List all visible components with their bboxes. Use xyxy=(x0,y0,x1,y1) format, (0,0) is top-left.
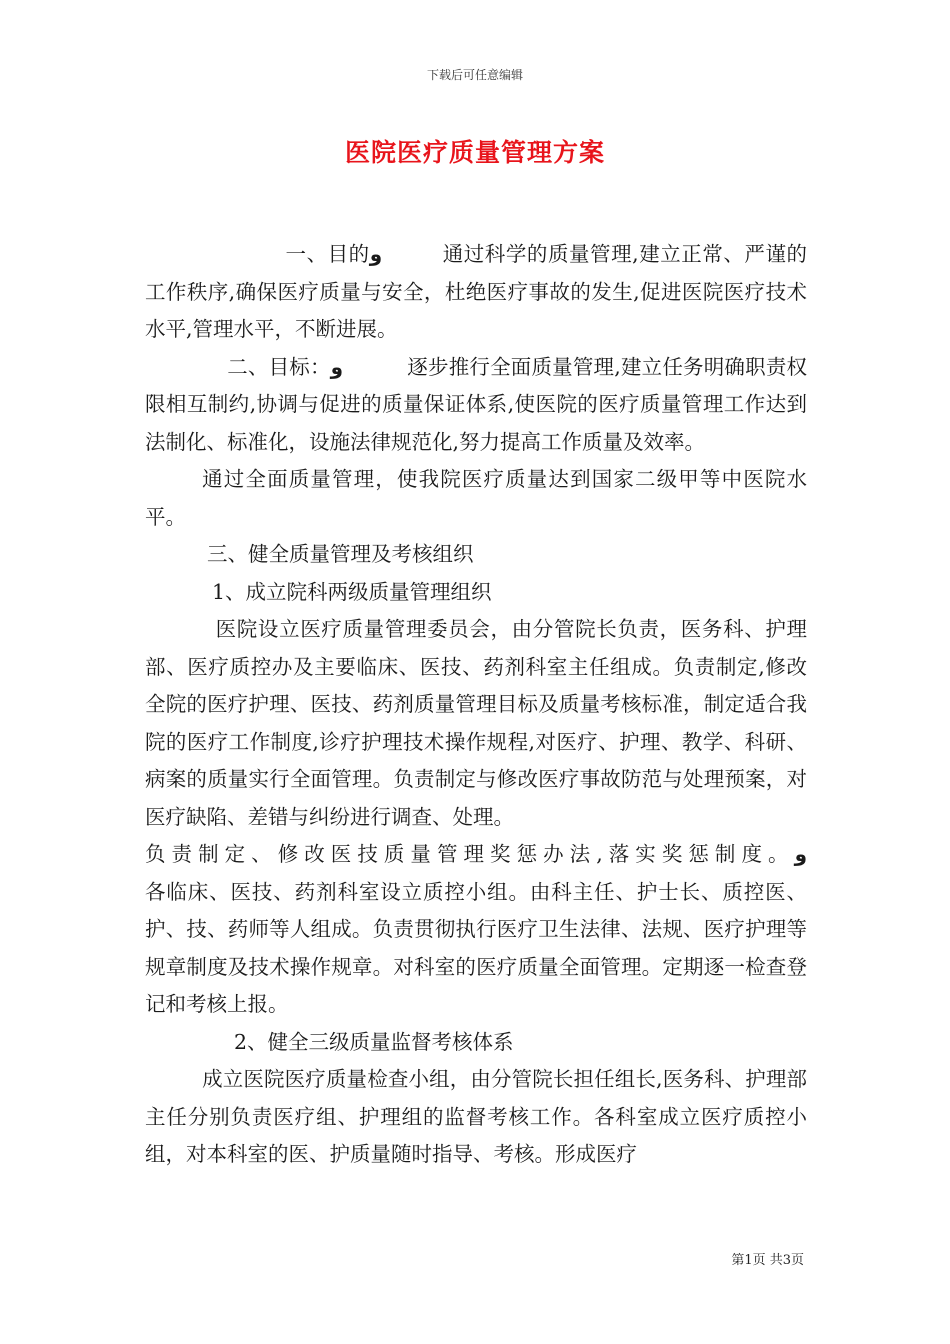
subsection-heading-2 xyxy=(145,1024,807,1062)
goal-text: 逐步推行全面质量管理,建立任务明确职责权限相互制约,协调与促进的质量保证体系,使医院的医疗质量管理工作达到法制化、标准化，设施法律规范化,努力提高工作质量及效率。 xyxy=(145,354,808,454)
purpose-heading: 一、目的 xyxy=(285,242,370,266)
arabic-marker-icon: و xyxy=(794,842,807,866)
section-heading-text: 三、健全质量管理及考核组织 xyxy=(207,542,474,566)
page-number: 第1页 共3页 xyxy=(731,1253,804,1268)
arabic-marker-icon: و xyxy=(369,242,383,266)
header-note: 下载后可任意编辑 xyxy=(426,68,523,82)
subsection-heading-text: 1、成立院科两级质量管理组织 xyxy=(212,579,492,604)
goal-heading: 二、目标： xyxy=(227,354,331,379)
inspection-text: 成立医院医疗质量检查小组，由分管院长担任组长,医务科、护理部主任分别负责医疗组、护理组的监督考核工作。各科室成立医疗质控小组，对本科室的医、护质量随时指导、考核。形成医疗 xyxy=(145,1067,807,1166)
paragraph-committee xyxy=(145,611,807,836)
subsection-heading-1 xyxy=(145,574,807,612)
paragraph-rewards xyxy=(145,836,807,874)
qc-groups-text: 各临床、医技、药剂科室设立质控小组。由科主任、护士长、质控医、护、技、药师等人组成。负责贯彻执行医疗卫生法律、法规、医疗护理等规章制度及技术操作规章。对科室的医疗质量全面管理。定期逐一检查登记和考核上报。 xyxy=(145,879,807,1016)
paragraph-purpose xyxy=(145,236,807,349)
section-heading-organization xyxy=(145,536,807,574)
rewards-text: 负责制定、修改医技质量管理奖惩办法,落实奖惩制度。 xyxy=(145,842,795,866)
paragraph-inspection xyxy=(145,1061,807,1174)
subsection-heading-text: 2、健全三级质量监督考核体系 xyxy=(234,1029,514,1054)
paragraph-qc-groups xyxy=(145,874,807,1024)
purpose-text: 通过科学的质量管理,建立正常、严谨的工作秩序,确保医疗质量与安全，杜绝医疗事故的发生,促进医院医疗技术水平,管理水平，不断进展。 xyxy=(145,242,808,341)
document-body xyxy=(145,236,807,1174)
paragraph-target xyxy=(145,461,807,536)
paragraph-goal xyxy=(145,349,807,462)
document-title: 医院医疗质量管理方案 xyxy=(344,138,605,167)
target-text: 通过全面质量管理，使我院医疗质量达到国家二级甲等中医院水平。 xyxy=(145,467,807,529)
arabic-marker-icon: و xyxy=(330,354,344,379)
committee-text: 医院设立医疗质量管理委员会，由分管院长负责，医务科、护理部、医疗质控办及主要临床、医技、药剂科室主任组成。负责制定,修改全院的医疗护理、医技、药剂质量管理目标及质量考核标准，制定适合我院的医疗工作制度,诊疗护理技术操作规程,对医疗、护理、教学、科研、病案的质量实行全面管理。负责制定与修改医疗事故防范与处理预案，对医疗缺陷、差错与纠纷进行调查、处理。 xyxy=(145,617,807,829)
